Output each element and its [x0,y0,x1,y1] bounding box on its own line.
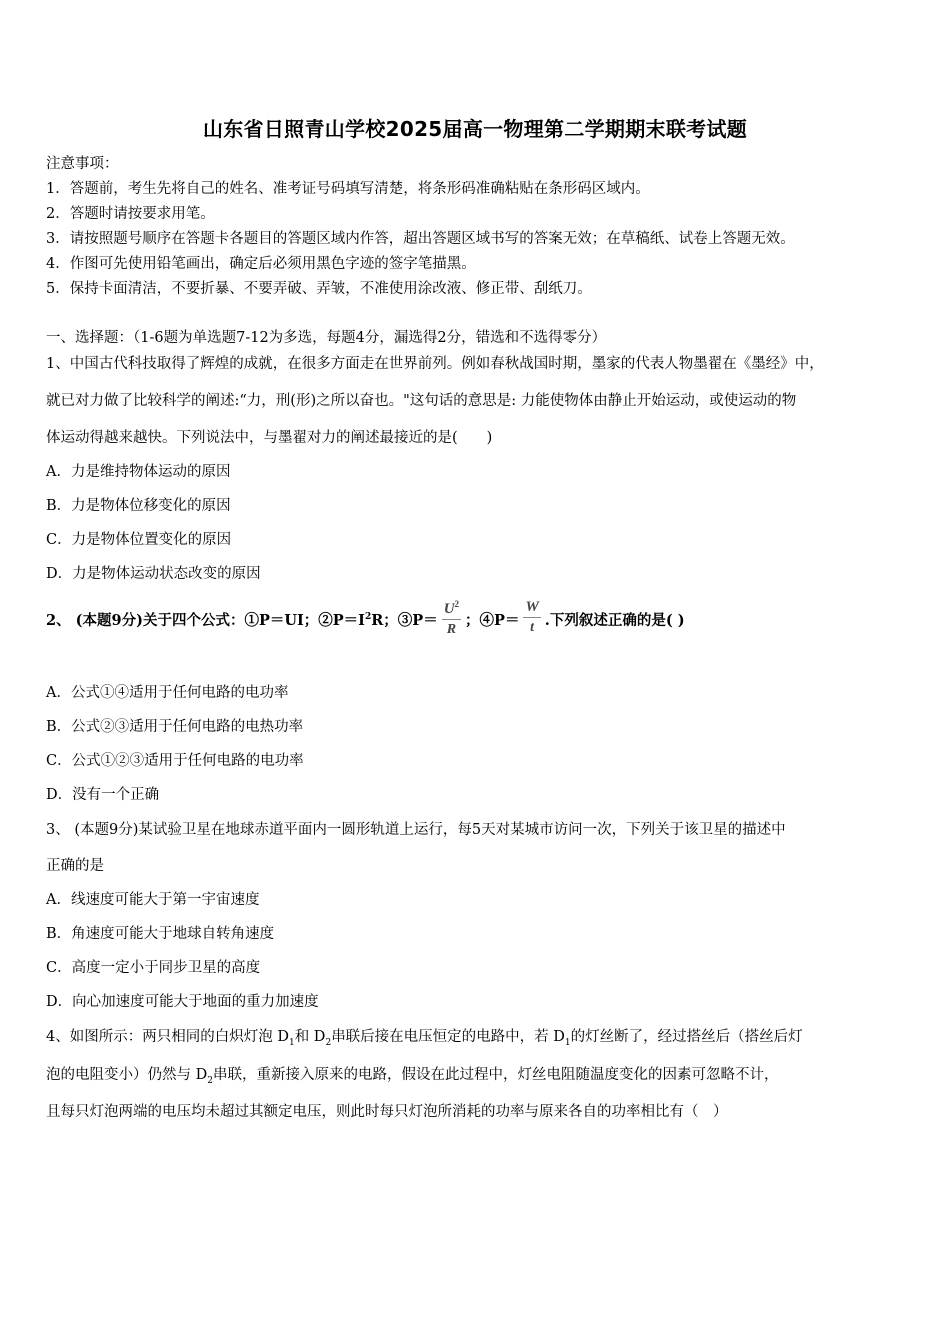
q2-stem-suffix: .下列叙述正确的是( ) [544,612,685,629]
q3-option-c: C．高度一定小于同步卫星的高度 [46,960,261,976]
notice-item: 1．答题前，考生先将自己的姓名、准考证号码填写清楚，将条形码准确粘贴在条形码区域内。 [46,181,650,197]
section-heading: 一、选择题：（1-6题为单选题7-12为多选，每题4分，漏选得2分，错选和不选得零分） [46,330,607,346]
notice-heading: 注意事项： [46,156,119,172]
q3-stem-line: 正确的是 [46,858,104,874]
q3-option-a: A．线速度可能大于第一宇宙速度 [46,892,260,908]
q1-option-c: C．力是物体位置变化的原因 [46,532,232,548]
fraction-denominator: R [446,622,457,637]
q4-text: 4、如图所示：两只相同的白炽灯泡 D [46,1029,289,1045]
q2-option-c: C．公式①②③适用于任何电路的电功率 [46,753,304,769]
q4-text: 的灯丝断了，经过搭丝后（搭丝后灯 [570,1029,803,1045]
q4-subscript: 2 [207,1075,213,1086]
formula-fraction-w-over-t [523,597,540,638]
q4-subscript: 1 [288,1037,295,1048]
q4-stem-line [46,1063,778,1086]
q4-subscript: 2 [325,1037,332,1048]
q1-option-b: B．力是物体位移变化的原因 [46,498,231,514]
q2-option-b: B．公式②③适用于任何电路的电热功率 [46,719,304,735]
q2-stem-mid1: R；③P＝ [371,612,438,629]
fraction-numerator: U [443,601,455,617]
q1-option-d: D．力是物体运动状态改变的原因 [46,566,261,582]
q2-exponent: 2 [364,612,372,623]
q1-stem-line: 体运动得越来越快。下列说法中，与墨翟对力的阐述最接近的是( ) [46,430,493,446]
q3-stem-line: 3、 (本题9分)某试验卫星在地球赤道平面内一圆形轨道上运行，每5天对某城市访问一次，下列关于该卫星的描述中 [46,822,786,838]
q1-option-a: A．力是维持物体运动的原因 [46,464,231,480]
q4-text: 串联后接在电压恒定的电路中，若 D [331,1029,565,1045]
formula-fraction-u2-over-r [442,594,461,640]
q4-stem-line [46,1025,803,1048]
q2-stem-mid2: ；④P＝ [465,612,520,629]
fraction-denominator: t [530,619,535,635]
fraction-exponent: 2 [454,599,460,609]
q2-stem-prefix: 2、 (本题9分)关于四个公式：①P＝UI；②P＝I [46,612,365,629]
q1-stem-line: 就已对力做了比较科学的阐述:“力，刑(形)之所以奋也。"这句话的意思是: 力能使物体由静止开始运动，或使运动的物 [46,393,797,409]
q3-option-d: D．向心加速度可能大于地面的重力加速度 [46,994,319,1010]
q4-text: 和 D [294,1029,326,1045]
q4-stem-line: 且每只灯泡两端的电压均未超过其额定电压，则此时每只灯泡所消耗的功率与原来各自的功率相比有（ ） [46,1104,728,1120]
q2-option-a: A．公式①④适用于任何电路的电功率 [46,685,289,701]
q4-text: 泡的电阻变小）仍然与 D [46,1067,208,1083]
notice-item: 3．请按照题号顺序在答题卡各题目的答题区域内作答，超出答题区域书写的答案无效；在草稿纸、试卷上答题无效。 [46,231,795,247]
q4-subscript: 1 [564,1037,571,1048]
fraction-numerator: W [523,597,540,618]
q3-option-b: B．角速度可能大于地球自转角速度 [46,926,275,942]
notice-item: 5．保持卡面清洁，不要折暴、不要弄破、弄皱，不准使用涂改液、修正带、刮纸刀。 [46,281,592,297]
notice-item: 2．答题时请按要求用笔。 [46,206,215,222]
q2-option-d: D．没有一个正确 [46,787,160,803]
page-title: 山东省日照青山学校2025届高一物理第二学期期末联考试题 [202,117,748,141]
q2-stem [46,598,685,644]
notice-item: 4．作图可先使用铅笔画出，确定后必须用黑色字迹的签字笔描黑。 [46,256,476,272]
q1-stem-line: 1、中国古代科技取得了辉煌的成就，在很多方面走在世界前列。例如春秋战国时期，墨家的代表人物墨翟在《墨经》中， [46,356,824,372]
q4-text: 串联，重新接入原来的电路，假设在此过程中，灯丝电阻随温度变化的因素可忽略不计， [212,1067,779,1083]
